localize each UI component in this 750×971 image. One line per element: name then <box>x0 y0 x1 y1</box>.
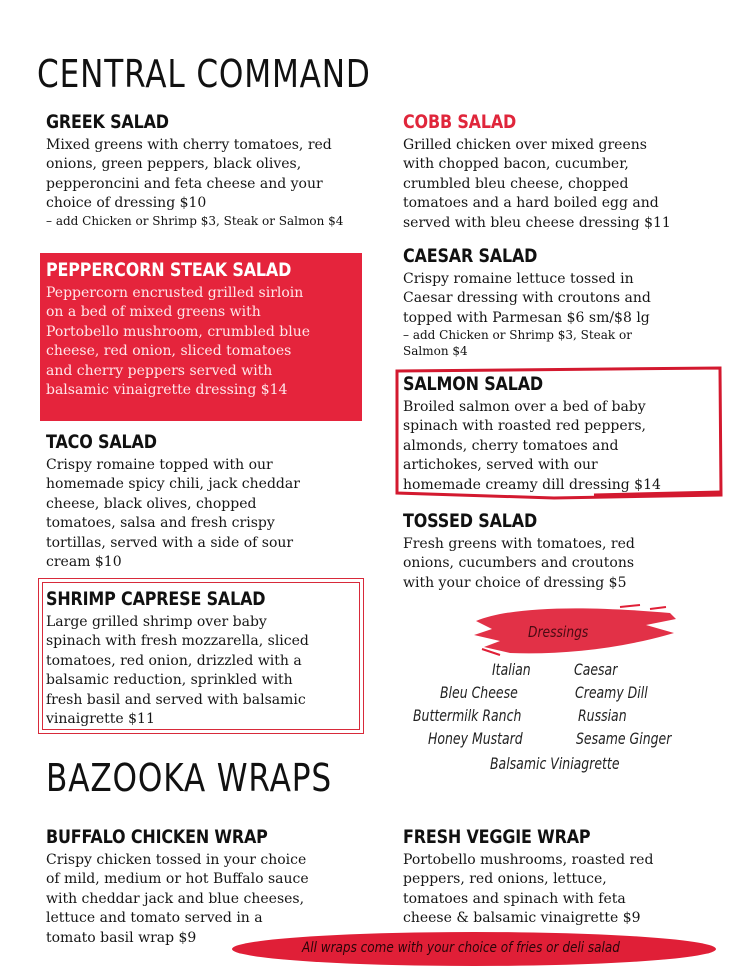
item-name: PEPPERCORN STEAK SALAD <box>46 259 292 281</box>
menu-item-salmon-salad <box>403 373 679 495</box>
item-description: Grilled chicken over mixed greens with chopped bacon, cucumber, crumbled bleu cheese, chopped tomatoes and a hard boiled egg and served with bleu cheese dressing $11 <box>403 137 671 231</box>
item-name: TACO SALAD <box>46 431 157 453</box>
dressing-option: Buttermilk Ranch <box>413 706 522 725</box>
item-name: BUFFALO CHICKEN WRAP <box>46 826 268 848</box>
menu-item-greek-salad <box>46 111 346 229</box>
dressing-option: Sesame Ginger <box>576 729 672 748</box>
dressing-option: Russian <box>578 706 627 725</box>
item-name: SHRIMP CAPRESE SALAD <box>46 588 266 610</box>
item-name: GREEK SALAD <box>46 111 169 133</box>
item-name: COBB SALAD <box>403 111 517 133</box>
item-description: Mixed greens with cherry tomatoes, red onions, green peppers, black olives, pepperoncini and feta cheese and your choice of dressing $10 <box>46 137 332 212</box>
dressings-title: Dressings <box>528 623 589 641</box>
item-addon-note: – add Chicken or Shrimp $3, Steak or Salmon $4 <box>403 328 632 358</box>
section-title-central-command: CENTRAL COMMAND <box>37 52 371 96</box>
menu-item-fresh-veggie-wrap <box>403 826 671 929</box>
menu-item-buffalo-chicken-wrap <box>46 826 316 948</box>
item-description: Fresh greens with tomatoes, red onions, cucumbers and croutons with your choice of dressing $5 <box>403 536 635 591</box>
item-description: Large grilled shrimp over baby spinach with fresh mozzarella, sliced tomatoes, red onion, drizzled with a balsamic reduction, sprinkled with fresh basil and served with balsamic vinaigrette $11 <box>46 614 309 728</box>
menu-item-peppercorn-steak-salad <box>46 259 318 400</box>
item-description: Crispy romaine topped with our homemade spicy chili, jack cheddar cheese, black olives, chopped tomatoes, salsa and fresh crispy tortillas, served with a side of sour cream $10 <box>46 457 300 571</box>
menu-item-shrimp-caprese-salad <box>46 588 316 729</box>
dressing-option: Honey Mustard <box>428 729 523 748</box>
item-description: Portobello mushrooms, roasted red peppers, red onions, lettuce, tomatoes and spinach with feta cheese & balsamic vinaigrette $9 <box>403 852 654 927</box>
item-name: CAESAR SALAD <box>403 245 538 267</box>
dressing-option: Balsamic Viniagrette <box>490 754 620 773</box>
item-description: Broiled salmon over a bed of baby spinach with roasted red peppers, almonds, cherry tomatoes and artichokes, served with our homemade creamy dill dressing $14 <box>403 399 661 493</box>
dressing-option: Creamy Dill <box>575 683 648 702</box>
wraps-side-note: All wraps come with your choice of fries or deli salad <box>302 940 620 956</box>
item-description: Peppercorn encrusted grilled sirloin on a bed of mixed greens with Portobello mushroom, crumbled blue cheese, red onion, sliced tomatoes and cherry peppers served with balsamic vinaigrette dressing $14 <box>46 285 311 399</box>
item-name: FRESH VEGGIE WRAP <box>403 826 591 848</box>
item-description: Crispy chicken tossed in your choice of mild, medium or hot Buffalo sauce with cheddar jack and blue cheeses, lettuce and tomato served in a tomato basil wrap $9 <box>46 852 309 946</box>
dressing-option: Italian <box>492 660 531 679</box>
section-title-bazooka-wraps: BAZOOKA WRAPS <box>46 756 332 800</box>
item-name: SALMON SALAD <box>403 373 543 395</box>
item-name: TOSSED SALAD <box>403 510 538 532</box>
dressing-option: Caesar <box>574 660 618 679</box>
dressing-option: Bleu Cheese <box>440 683 518 702</box>
item-description: Crispy romaine lettuce tossed in Caesar dressing with croutons and topped with Parmesan $6 sm/$8 lg <box>403 271 651 326</box>
menu-item-caesar-salad <box>403 245 665 359</box>
menu-item-cobb-salad <box>403 111 675 233</box>
menu-item-taco-salad <box>46 431 308 572</box>
item-addon-note: – add Chicken or Shrimp $3, Steak or Salmon $4 <box>46 213 344 228</box>
menu-item-tossed-salad <box>403 510 657 593</box>
